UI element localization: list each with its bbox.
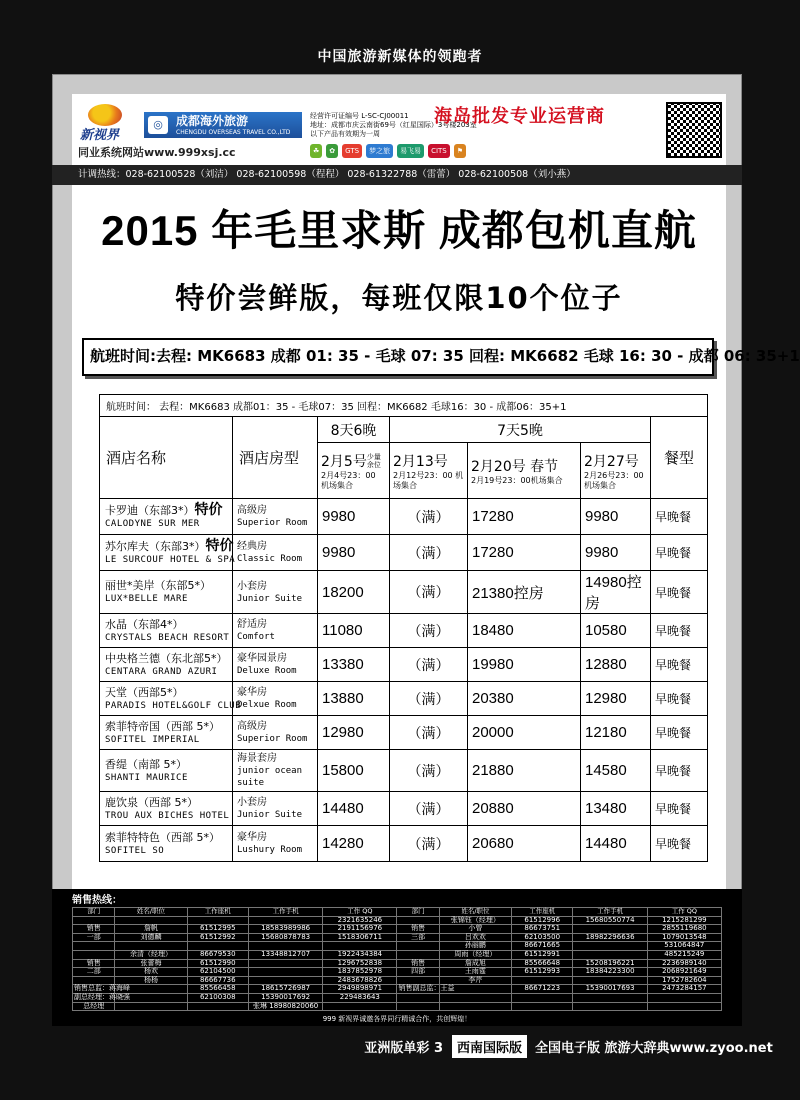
- price-feb27: 14980控房: [581, 571, 651, 614]
- sales-cell: 2483678826: [323, 976, 397, 985]
- sales-cell: [249, 968, 323, 977]
- brand-banner: [144, 112, 302, 138]
- price-feb27: 12180: [581, 716, 651, 750]
- hotel-name-en: CALODYNE SUR MER: [105, 518, 200, 529]
- sales-cell: 62103500: [511, 933, 573, 942]
- partner-logo: 梦之旅: [366, 144, 393, 158]
- flight-time-cell: 航班时间： 去程：MK6683 成都01：35 - 毛球07：35 回程：MK6682 毛球16：30 - 成都06：35+1: [100, 395, 708, 417]
- sales-cell: 四部: [397, 968, 439, 977]
- price-feb20: 17280: [468, 535, 581, 571]
- sales-row: [73, 985, 722, 994]
- room-type-cn: 小套房: [237, 797, 267, 808]
- sales-cell: [397, 993, 439, 1002]
- sales-header-cell: 工作 QQ: [323, 908, 397, 917]
- brand-name: 成都海外旅游: [176, 114, 249, 128]
- sales-cell: 张琳 18980820060: [249, 1002, 323, 1011]
- price-feb27: 12980: [581, 682, 651, 716]
- meal-plan: 早晚餐: [651, 499, 708, 535]
- price-feb20: 17280: [468, 499, 581, 535]
- meal-plan: 早晚餐: [651, 614, 708, 648]
- sales-cell: [323, 1002, 397, 1011]
- validity-note: 以下产品有效期为一周: [310, 130, 380, 138]
- partner-logo: CITS: [428, 144, 450, 158]
- sales-cell: 1922434384: [323, 950, 397, 959]
- special-tag: 特价: [194, 501, 223, 518]
- page-subtitle: 特价尝鲜版，每班仅限10个位子: [175, 281, 623, 315]
- sales-cell: 15680550774: [573, 916, 647, 925]
- departure-date: 2月20号 春节: [471, 458, 559, 475]
- price-feb27: 14580: [581, 750, 651, 792]
- edition-label: 亚洲版单彩 3: [364, 1041, 443, 1056]
- sales-cell: 62100308: [187, 993, 249, 1002]
- price-feb13: （满）: [390, 716, 468, 750]
- sales-cell: 1215281299: [647, 916, 721, 925]
- sales-cell: 18982296636: [573, 933, 647, 942]
- room-type-cn: 豪华房: [237, 687, 267, 698]
- sales-header-cell: 工作手机: [573, 908, 647, 917]
- sales-cell: [647, 993, 721, 1002]
- price-feb5: 14280: [318, 826, 390, 862]
- sales-cell: 15390017693: [573, 985, 647, 994]
- hotel-name-cn: 丽世*美岸（东部5*）: [105, 579, 211, 592]
- room-type-en: Junior Suite: [237, 593, 303, 604]
- southwest-edition-tag: 西南国际版: [452, 1035, 527, 1058]
- date-header: [468, 443, 581, 499]
- price-feb27: 14480: [581, 826, 651, 862]
- hotel-name-cell: [100, 648, 233, 682]
- sales-cell: [573, 942, 647, 951]
- sales-cell: 2855119680: [647, 925, 721, 934]
- price-feb27: 9980: [581, 535, 651, 571]
- sales-cell: [73, 942, 115, 951]
- sales-cell: 吕欢欢: [439, 933, 511, 942]
- sales-cell: [573, 925, 647, 934]
- sales-cell: 61512990: [187, 959, 249, 968]
- price-feb27: 12880: [581, 648, 651, 682]
- sales-cell: [187, 1002, 249, 1011]
- meal-plan: 早晚餐: [651, 826, 708, 862]
- sales-cell: 86671665: [511, 942, 573, 951]
- room-type-en: Deluxe Room: [237, 666, 297, 676]
- sales-cell: 张锦钰（经理）: [439, 916, 511, 925]
- sales-cell: 销售: [397, 959, 439, 968]
- room-type-cn: 舒适房: [237, 619, 267, 630]
- price-feb13: （满）: [390, 614, 468, 648]
- room-type-en: Delxue Room: [237, 700, 297, 710]
- partner-logo-green-icon: ✿: [326, 144, 338, 158]
- sales-cell: 1518306711: [323, 933, 397, 942]
- departure-date: 2月13号: [393, 453, 448, 470]
- wholesale-slogan: 海岛批发专业运营商: [434, 106, 605, 127]
- price-feb5: 12980: [318, 716, 390, 750]
- agency-website[interactable]: 同业系统网站www.999xsj.cc: [78, 146, 236, 159]
- sales-cell: 销售总监：蒋海峰: [74, 984, 130, 993]
- hotel-row: [100, 535, 708, 571]
- partner-logos: [310, 142, 660, 160]
- hotel-row: [100, 826, 708, 862]
- sales-cell: 18583989986: [249, 925, 323, 934]
- sales-cell: 1296752838: [323, 959, 397, 968]
- sales-header-cell: 工作座机: [511, 908, 573, 917]
- sales-cell: 13348812707: [249, 950, 323, 959]
- sales-cell: 86667736: [187, 976, 249, 985]
- sales-cell: 85566458: [187, 985, 249, 994]
- sales-cell: 2191156976: [323, 925, 397, 934]
- sales-cell: 李芹: [439, 976, 511, 985]
- hotel-name-en: LE SURCOUF HOTEL & SPA: [105, 554, 236, 565]
- sales-cell: 杨杨: [115, 976, 187, 985]
- sales-cell: [647, 1002, 721, 1011]
- brand-name-en: CHENGDU OVERSEAS TRAVEL CO.,LTD: [176, 129, 291, 136]
- sales-cell: [511, 993, 573, 1002]
- top-slogan: 中国旅游新媒体的领跑者: [317, 49, 483, 65]
- price-feb13: （满）: [390, 499, 468, 535]
- license-number: 经营许可证编号 L-SC-CJ00011: [310, 112, 409, 120]
- partner-logo-leaf-icon: ☘: [310, 144, 322, 158]
- sales-cell: 229483643: [323, 993, 397, 1002]
- sales-row: [73, 950, 722, 959]
- sales-header-cell: 部门: [73, 908, 115, 917]
- price-feb27: 13480: [581, 792, 651, 826]
- price-feb5: 13380: [318, 648, 390, 682]
- hotel-row: [100, 682, 708, 716]
- assembly-time: 2月19号23：00机场集合: [471, 475, 563, 485]
- room-type-en: Junior Suite: [237, 810, 303, 820]
- sales-footer: 999 新视界诚邀各界同行精诚合作，共创辉煌！: [322, 1015, 472, 1023]
- sales-cell: 86679530: [187, 950, 249, 959]
- agency-address: 地址：成都市庆云南街69号（红星国际）3号楼203室: [310, 121, 477, 129]
- hotel-row: [100, 750, 708, 792]
- price-feb13: （满）: [390, 571, 468, 614]
- price-feb20: 21880: [468, 750, 581, 792]
- agency-logo: [80, 102, 140, 143]
- sales-cell: 销售: [73, 925, 115, 934]
- meal-plan: 早晚餐: [651, 535, 708, 571]
- flight-row: [100, 395, 708, 417]
- sales-cell: [573, 993, 647, 1002]
- hotel-row: [100, 648, 708, 682]
- meal-plan: 早晚餐: [651, 750, 708, 792]
- price-feb5: 9980: [318, 535, 390, 571]
- sales-header-row: [73, 908, 722, 917]
- price-feb13: （满）: [390, 535, 468, 571]
- price-feb5: 9980: [318, 499, 390, 535]
- group-header-row: [100, 417, 708, 443]
- sales-cell: 15390017692: [249, 993, 323, 1002]
- hotel-name-cell: [100, 792, 233, 826]
- sales-cell: 王雨霆: [439, 968, 511, 977]
- sales-row: [73, 916, 722, 925]
- hotel-name-cell: [100, 614, 233, 648]
- sales-hotline-section: [52, 889, 742, 1026]
- price-feb13: （满）: [390, 648, 468, 682]
- hotel-name-cell: [100, 716, 233, 750]
- sales-cell: 15208196221: [573, 959, 647, 968]
- sales-cell: 小曾: [439, 925, 511, 934]
- sales-cell: 1079013548: [647, 933, 721, 942]
- room-type-en: junior ocean suite: [237, 766, 303, 788]
- sales-cell: 18615726987: [249, 985, 323, 994]
- sales-row: [73, 925, 722, 934]
- sales-cell: [397, 1002, 439, 1011]
- sales-cell: 531064847: [647, 942, 721, 951]
- sales-cell: [73, 950, 115, 959]
- room-type-cell: [233, 614, 318, 648]
- sales-cell: 詹成旭: [439, 959, 511, 968]
- departure-date: 2月27号: [584, 453, 639, 470]
- price-feb5: 18200: [318, 571, 390, 614]
- sales-cell: 詹帆: [115, 925, 187, 934]
- sales-cell: 销售副总监：王益: [398, 984, 455, 993]
- hotel-name-cell: [100, 750, 233, 792]
- hotel-name-cn: 苏尔库夫（东部3*）特价: [105, 537, 234, 554]
- departure-date: 2月5号: [321, 453, 367, 470]
- meal-plan: 早晚餐: [651, 682, 708, 716]
- price-feb13: （满）: [390, 750, 468, 792]
- hotel-name-en: CRYSTALS BEACH RESORT: [105, 632, 230, 643]
- page-title: 2015 年毛里求斯 成都包机直航: [101, 207, 697, 254]
- hotel-row: [100, 792, 708, 826]
- sales-cell: [511, 1002, 573, 1011]
- sales-cell: [439, 993, 511, 1002]
- hotel-name-en: SOFITEL SO: [105, 845, 165, 856]
- hotel-row: [100, 614, 708, 648]
- hotel-name-cn: 香缇（南部 5*）: [105, 757, 187, 771]
- price-feb20: 18480: [468, 614, 581, 648]
- sales-cell: 副总经理：蒋晓强: [74, 992, 130, 1001]
- room-type-cn: 经典房: [237, 541, 267, 552]
- sales-cell: 18384223300: [573, 968, 647, 977]
- price-feb13: （满）: [390, 826, 468, 862]
- room-type-cell: [233, 535, 318, 571]
- meal-header: 餐型: [651, 417, 708, 499]
- sales-cell: [115, 1002, 187, 1011]
- hotel-name-cell: [100, 826, 233, 862]
- room-type-cn: 高级房: [237, 721, 267, 732]
- hotel-name-en: SOFITEL IMPERIAL: [105, 734, 200, 745]
- sales-cell: 1837852978: [323, 968, 397, 977]
- sales-cell: 杨欢: [115, 968, 187, 977]
- room-type-en: Superior Room: [237, 518, 308, 528]
- assembly-time: 2月4号23：00 机场集合: [321, 470, 376, 490]
- room-type-header: 酒店房型: [233, 417, 318, 499]
- sales-cell: 86671223: [511, 985, 573, 994]
- sales-contact-table: [72, 907, 722, 1011]
- price-feb20: 20680: [468, 826, 581, 862]
- room-type-cell: [233, 750, 318, 792]
- sales-header-cell: 工作 QQ: [647, 908, 721, 917]
- sales-cell: 2236989140: [647, 959, 721, 968]
- price-feb20: 21380控房: [468, 571, 581, 614]
- hotel-name-cell: [100, 499, 233, 535]
- sales-cell: 61512993: [511, 968, 573, 977]
- room-type-cell: [233, 792, 318, 826]
- price-feb5: 14480: [318, 792, 390, 826]
- sales-cell: 总经理: [73, 1002, 115, 1011]
- room-type-cell: [233, 499, 318, 535]
- sales-row: [73, 933, 722, 942]
- partner-logo: 易飞易: [397, 144, 424, 158]
- hotel-name-cn: 水晶（东部4*）: [105, 617, 184, 631]
- room-type-cn: 海景套房: [237, 753, 277, 764]
- sales-cell: 一部: [73, 933, 115, 942]
- room-type-cn: 豪华园景房: [237, 653, 287, 664]
- room-type-cell: [233, 716, 318, 750]
- room-type-en: Classic Room: [237, 554, 303, 564]
- qr-code-icon: [666, 102, 722, 158]
- sales-cell: 485215249: [647, 950, 721, 959]
- room-type-en: Superior Room: [237, 734, 308, 744]
- partner-logo-flag-icon: ⚑: [454, 144, 466, 158]
- meal-plan: 早晚餐: [651, 792, 708, 826]
- price-feb5: 11080: [318, 614, 390, 648]
- sales-header-cell: 部门: [397, 908, 439, 917]
- sales-cell: 2068921649: [647, 968, 721, 977]
- price-feb13: （满）: [390, 682, 468, 716]
- hotel-name-header: 酒店名称: [100, 417, 233, 499]
- sales-cell: [573, 950, 647, 959]
- meal-plan: 早晚餐: [651, 648, 708, 682]
- assembly-time: 2月26号23：00 机场集合: [584, 470, 644, 490]
- sales-cell: 二部: [73, 968, 115, 977]
- price-feb5: 15800: [318, 750, 390, 792]
- sales-header-cell: 工作座机: [187, 908, 249, 917]
- hotel-name-en: CENTARA GRAND AZURI: [105, 666, 218, 677]
- hotel-name-cn: 中央格兰德（东北部5*）: [105, 651, 228, 665]
- sales-cell: 61512991: [511, 950, 573, 959]
- hotel-name-cn: 卡罗迪（东部3*）特价: [105, 501, 223, 518]
- sales-cell: 62104500: [187, 968, 249, 977]
- hotel-name-cell: [100, 682, 242, 716]
- sales-row: [73, 1002, 722, 1011]
- price-feb20: 20380: [468, 682, 581, 716]
- hotel-name-cn: 索菲特特色（西部 5*）: [105, 830, 220, 844]
- operator-hotline: 计调热线：028-62100528（刘洁） 028-62100598（程程） 028-61322788（雷蕾） 028-62100508（刘小燕）: [52, 165, 742, 185]
- date-header: [390, 443, 468, 499]
- sales-cell: 销售: [397, 925, 439, 934]
- sales-row: [73, 993, 722, 1002]
- room-type-cn: 小套房: [237, 580, 267, 592]
- room-type-cell: [233, 648, 318, 682]
- price-feb13: （满）: [390, 792, 468, 826]
- partner-logo: GTS: [342, 144, 362, 158]
- sales-cell: 刘德麟: [115, 933, 187, 942]
- sales-cell: 61512996: [511, 916, 573, 925]
- hotel-name-cn: 索菲特帝国（西部 5*）: [105, 719, 220, 733]
- room-type-cell: [233, 682, 318, 716]
- sales-cell: [439, 1002, 511, 1011]
- logo-swoosh-icon: [88, 104, 122, 126]
- sales-cell: 61512992: [187, 933, 249, 942]
- date-header: [581, 443, 651, 499]
- group-7-days: 7天5晚: [390, 417, 651, 443]
- sales-cell: 周雨（经理）: [439, 950, 511, 959]
- meal-plan: 早晚餐: [651, 716, 708, 750]
- hotel-name-cell: [100, 571, 233, 614]
- price-feb5: 13880: [318, 682, 390, 716]
- room-type-cn: 豪华房: [237, 832, 267, 843]
- price-feb27: 10580: [581, 614, 651, 648]
- hotel-row: [100, 716, 708, 750]
- hotel-name-en: PARADIS HOTEL&GOLF CLUB: [105, 700, 242, 711]
- price-feb20: 20000: [468, 716, 581, 750]
- globe-icon: ◎: [148, 116, 168, 134]
- price-table: [99, 394, 708, 862]
- hotel-row: [100, 571, 708, 614]
- sales-cell: 2473284157: [647, 985, 721, 994]
- hotel-name-en: LUX*BELLE MARE: [105, 594, 188, 604]
- assembly-time: 2月12号23：00 机场集合: [393, 470, 464, 490]
- hotel-name-en: SHANTI MAURICE: [105, 772, 188, 783]
- sales-cell: 孙丽鹏: [439, 942, 511, 951]
- room-type-cell: [233, 826, 318, 862]
- date-header: [318, 443, 390, 499]
- agency-header: [72, 94, 726, 164]
- sales-header-cell: 姓名/职位: [439, 908, 511, 917]
- national-edition-site[interactable]: 全国电子版 旅游大辞典www.zyoo.net: [535, 1041, 773, 1056]
- logo-text: 新视界: [80, 128, 120, 143]
- sales-cell: 2321635246: [323, 916, 397, 925]
- flight-schedule-box: 航班时间:去程: MK6683 成都 01: 35 - 毛球 07: 35 回程: MK6682 毛球 16: 30 - 成都 06: 35+1: [82, 338, 714, 376]
- room-type-en: Comfort: [237, 632, 275, 642]
- sales-cell: 三部: [397, 933, 439, 942]
- sales-row: [73, 968, 722, 977]
- hotel-name-cell: [100, 535, 236, 571]
- sales-cell: 15680878783: [249, 933, 323, 942]
- room-type-cell: [233, 571, 318, 614]
- hotel-name-en: TROU AUX BICHES HOTEL: [105, 810, 230, 821]
- sales-cell: 86673751: [511, 925, 573, 934]
- price-feb20: 19980: [468, 648, 581, 682]
- sales-cell: [397, 950, 439, 959]
- sales-cell: 1752782604: [647, 976, 721, 985]
- room-type-cn: 高级房: [237, 505, 267, 516]
- sales-cell: [397, 942, 439, 951]
- sales-cell: 余清（经理）: [115, 950, 187, 959]
- sales-cell: 61512995: [187, 925, 249, 934]
- sales-cell: 2949898971: [323, 985, 397, 994]
- room-type-en: Lushury Room: [237, 845, 303, 855]
- hotel-row: [100, 499, 708, 535]
- group-8-days: 8天6晚: [318, 417, 390, 443]
- seats-note: 少量余位: [366, 453, 381, 469]
- hotel-name-cn: 鹿饮泉（西部 5*）: [105, 795, 198, 809]
- price-feb20: 20880: [468, 792, 581, 826]
- hotel-name-cn: 天堂（西部5*）: [105, 685, 184, 699]
- sales-title: 销售热线：: [72, 895, 122, 906]
- sales-cell: [573, 1002, 647, 1011]
- sales-cell: 张蕾梅: [115, 959, 187, 968]
- sales-cell: 销售: [73, 959, 115, 968]
- sales-header-cell: 工作手机: [249, 908, 323, 917]
- price-feb27: 9980: [581, 499, 651, 535]
- sales-header-cell: 姓名/职位: [115, 908, 187, 917]
- special-tag: 特价: [205, 537, 234, 554]
- meal-plan: 早晚餐: [651, 571, 708, 614]
- sales-cell: 85566648: [511, 959, 573, 968]
- sales-cell: [249, 959, 323, 968]
